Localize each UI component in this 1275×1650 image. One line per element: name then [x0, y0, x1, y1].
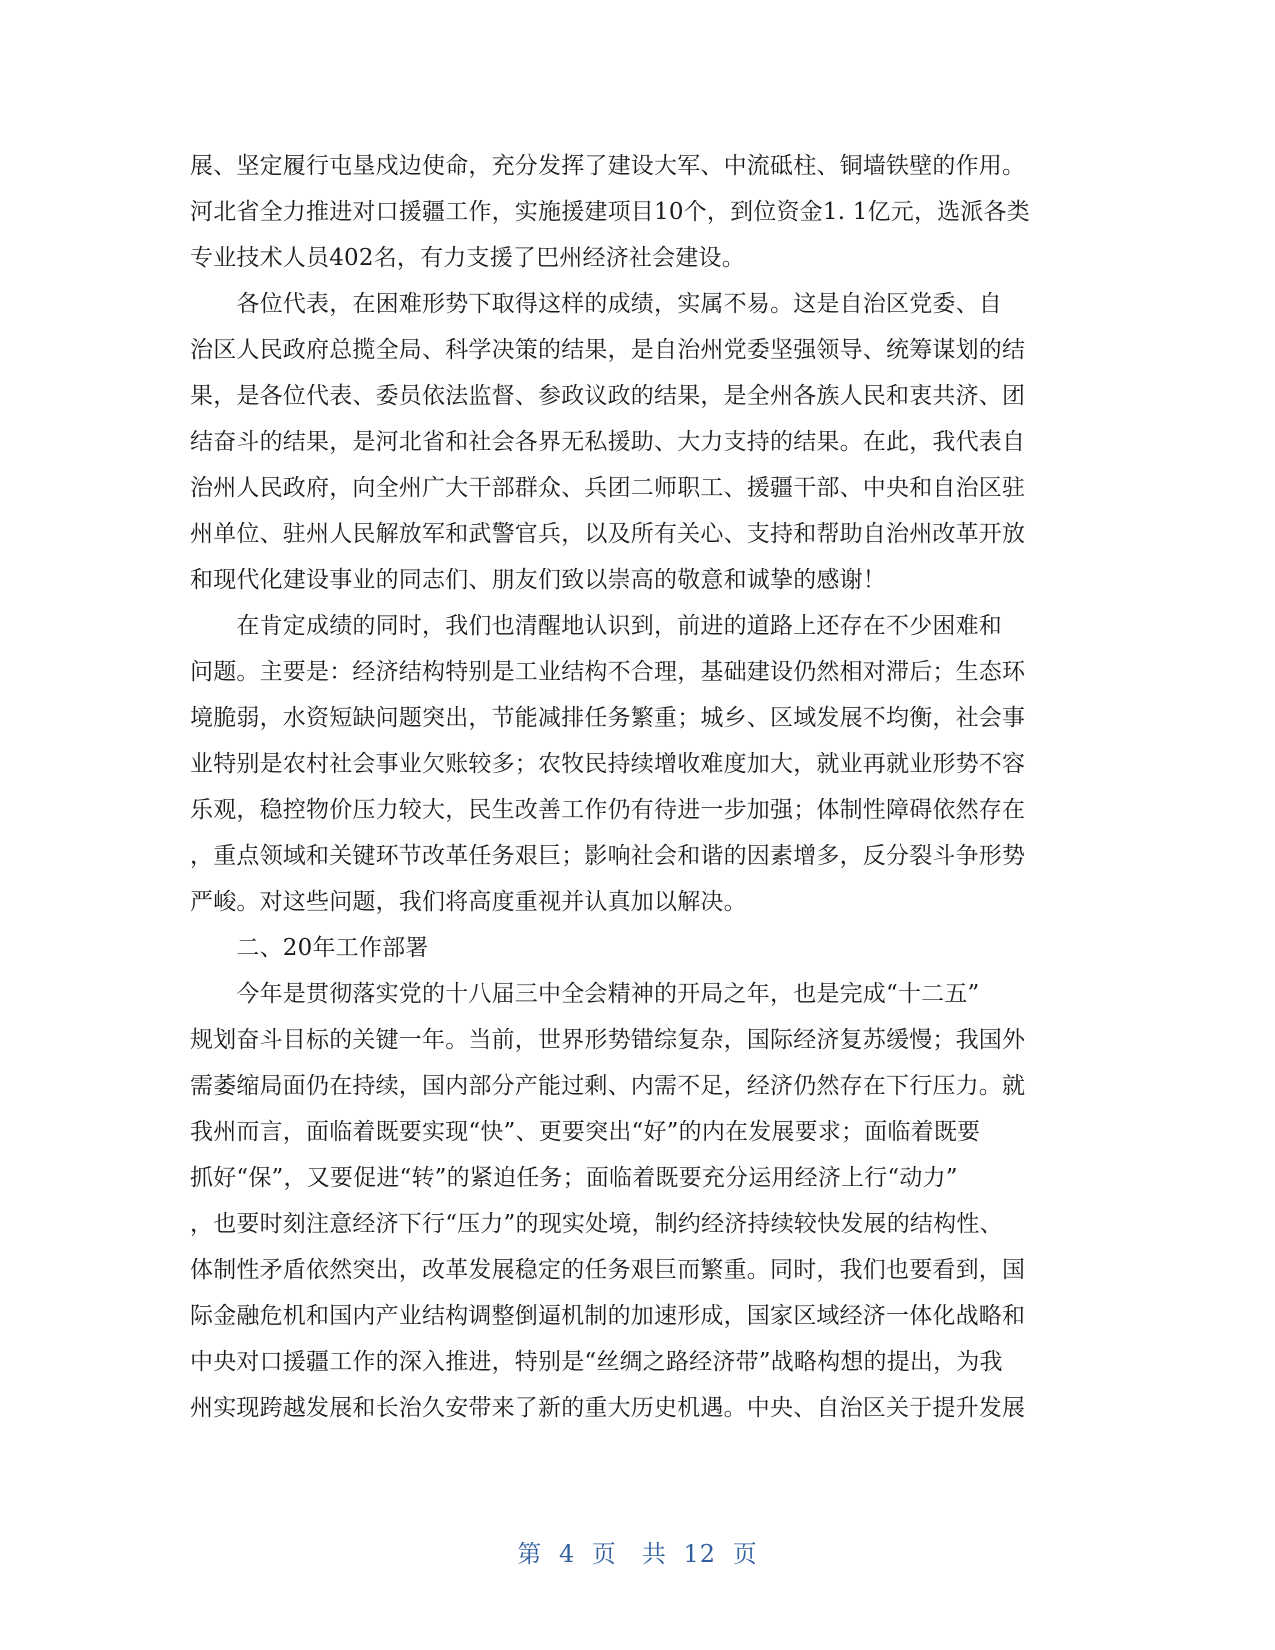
text-line: 规划奋斗目标的关键一年。当前，世界形势错综复杂，国际经济复苏缓慢；我国外: [190, 1027, 1026, 1053]
section-heading: 二、20年工作部署: [190, 935, 429, 961]
text-line: 体制性矛盾依然突出，改革发展稳定的任务艰巨而繁重。同时，我们也要看到，国: [190, 1257, 1026, 1283]
text-line: 在肯定成绩的同时，我们也清醒地认识到，前进的道路上还存在不少困难和: [190, 613, 1002, 639]
text-line: 际金融危机和国内产业结构调整倒逼机制的加速形成，国家区域经济一体化战略和: [190, 1303, 1026, 1329]
footer-middle: 页 共: [591, 1540, 667, 1568]
text-line: 境脆弱，水资短缺问题突出，节能减排任务繁重；城乡、区域发展不均衡，社会事: [190, 705, 1026, 731]
text-line: 中央对口援疆工作的深入推进，特别是“丝绸之路经济带”战略构想的提出，为我: [190, 1349, 1003, 1375]
text-line: 果，是各位代表、委员依法监督、参政议政的结果，是全州各族人民和衷共济、团: [190, 383, 1026, 409]
text-line: 业特别是农村社会事业欠账较多；农牧民持续增收难度加大，就业再就业形势不容: [190, 751, 1026, 777]
text-line: 州单位、驻州人民解放军和武警官兵，以及所有关心、支持和帮助自治州改革开放: [190, 521, 1026, 547]
text-line: 乐观，稳控物价压力较大，民生改善工作仍有待进一步加强；体制性障碍依然存在: [190, 797, 1026, 823]
footer-prefix: 第: [517, 1540, 543, 1568]
text-line: 展、坚定履行屯垦戍边使命，充分发挥了建设大军、中流砥柱、铜墙铁壁的作用。: [190, 153, 1026, 179]
text-line: 治州人民政府，向全州广大干部群众、兵团二师职工、援疆干部、中央和自治区驻: [190, 475, 1026, 501]
text-line: 抓好“保”，又要促进“转”的紧迫任务；面临着既要充分运用经济上行“动力”: [190, 1165, 958, 1191]
text-line: 今年是贯彻落实党的十八届三中全会精神的开局之年，也是完成“十二五”: [190, 981, 980, 1007]
total-page-count: 12: [683, 1540, 717, 1568]
text-line: 河北省全力推进对口援疆工作，实施援建项目10个，到位资金1. 1亿元，选派各类: [190, 199, 1030, 225]
text-line: 结奋斗的结果，是河北省和社会各界无私援助、大力支持的结果。在此，我代表自: [190, 429, 1026, 455]
text-line: 和现代化建设事业的同志们、朋友们致以崇高的敬意和诚挚的感谢！: [190, 567, 886, 593]
text-line: 各位代表，在困难形势下取得这样的成绩，实属不易。这是自治区党委、自: [190, 291, 1002, 317]
footer-suffix: 页: [732, 1540, 758, 1568]
page-footer: [0, 1538, 1275, 1570]
text-line: 治区人民政府总揽全局、科学决策的结果，是自治州党委坚强领导、统筹谋划的结: [190, 337, 1026, 363]
text-line: 州实现跨越发展和长治久安带来了新的重大历史机遇。中央、自治区关于提升发展: [190, 1395, 1026, 1421]
text-line: 需萎缩局面仍在持续，国内部分产能过剩、内需不足，经济仍然存在下行压力。就: [190, 1073, 1026, 1099]
text-line: 问题。主要是：经济结构特别是工业结构不合理，基础建设仍然相对滞后；生态环: [190, 659, 1026, 685]
text-line: 严峻。对这些问题，我们将高度重视并认真加以解决。: [190, 889, 747, 915]
text-line: 专业技术人员402名，有力支援了巴州经济社会建设。: [190, 245, 745, 271]
current-page-number: 4: [558, 1540, 576, 1568]
text-line: ，也要时刻注意经济下行“压力”的现实处境，制约经济持续较快发展的结构性、: [190, 1211, 1003, 1237]
text-line: ，重点领域和关键环节改革任务艰巨；影响社会和谐的因素增多，反分裂斗争形势: [190, 843, 1026, 869]
text-line: 我州而言，面临着既要实现“快”、更要突出“好”的内在发展要求；面临着既要: [190, 1119, 981, 1145]
body-text: [190, 143, 1090, 1431]
